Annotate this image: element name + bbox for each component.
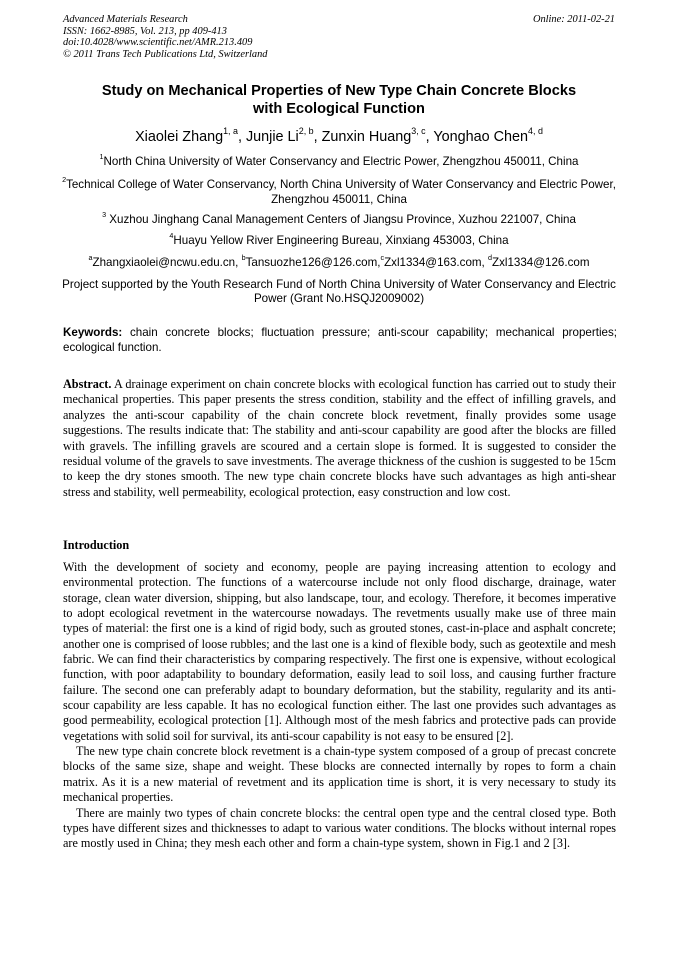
- journal-header: [63, 14, 615, 60]
- doi-line: doi:10.4028/www.scientific.net/AMR.213.409: [63, 37, 253, 49]
- paragraph: With the development of society and economy, people are paying increasing attention to ecology and environmental protection. The functions of a watercourse include not only flood discharge, drainage, water storage, clean water diversion, shipping, but also landscape, tour, and ecology. Therefore, it becomes imperative to adopt ecological revetment in the watercourse nowadays. The revetments usually make use of three main types of material: the first one is a kind of rigid body, such as grouted stones, cast-in-place and asphalt concrete; another one is comprised of loose rubbles; and the last one is a kind of flexible body, such as geotextile and mesh fabric. We can find their characteristics by comparing respectively. The first one is expensive, without ecological function, with poor adaptability to boundary deformation, easily lead to soil loss, and causing further fracture failure. The second one can preferably adapt to boundary deformation, but the stability, regularity and its anti-scour capability are less capable. It has no ecological function either. The last one provides such advantages as good permeability, ecological protection [1]. Although most of the mesh fabrics and protective pads can provide vegetations with solid soil for survival, its anti-scour capability is not easy to be ensured [2].: [63, 560, 616, 743]
- abstract-label: Abstract.: [63, 377, 112, 391]
- author-sup: 4, d: [528, 126, 543, 137]
- author-name: Junjie Li: [245, 129, 299, 145]
- affiliation-sup: 1: [99, 152, 104, 162]
- affiliation-sup: 2: [62, 175, 67, 185]
- project-support: Project supported by the Youth Research Fund of North China University of Water Conservancy and Electric Power (Grant No.HSQJ2009002): [62, 278, 616, 306]
- paragraph: The new type chain concrete block revetment is a chain-type system composed of a group of precast concrete blocks of the same size, shape and weight. These blocks are connected internally by ropes to form a chain matrix. As it is a new material of revetment and its application time is short, it is very necessary to study its mechanical properties.: [63, 744, 616, 805]
- author-sup: 1, a: [223, 126, 238, 137]
- author-sup: 2, b: [298, 126, 314, 137]
- affiliation-4: [40, 233, 638, 248]
- issn-line: ISSN: 1662-8985, Vol. 213, pp 409-413: [63, 25, 227, 37]
- email-sup: b: [241, 253, 246, 263]
- online-date: Online: 2011-02-21: [532, 14, 615, 25]
- abstract-text: A drainage experiment on chain concrete blocks with ecological function has carried out to study their mechanical properties. This paper presents the stress condition, stability and the effect of infilling gravels, and analyzes the anti-scour capability of the chain concrete block revetment, finally provides some usage suggestions. The results indicate that: The stability and anti-scour capability are good after the blocks are filled with gravels. The infilling gravels are scoured and a certain slope is formed. It is suggested to consider the residual volume of the gravels to save investments. The average thickness of the cushion is suggested to be 15cm to keep the dry stones smooth. The new type chain concrete blocks have such advantages as high anti-shear stress and stability, well permeability, ecological protection, easy construction and low cost.: [63, 377, 616, 499]
- affiliation-sup: 4: [169, 231, 174, 241]
- copyright-line: © 2011 Trans Tech Publications Ltd, Switzerland: [63, 48, 268, 60]
- author: [245, 126, 322, 145]
- paragraph: There are mainly two types of chain concrete blocks: the central open type and the central closed type. Both types have different sizes and thicknesses to adapt to various water conditions. The blocks without internal ropes are mostly used in China; they mesh each other and form a chain-type system, shown in Fig.1 and 2 [3].: [63, 805, 616, 851]
- abstract: [63, 377, 616, 500]
- keywords: [63, 326, 617, 356]
- introduction-body: [63, 560, 616, 852]
- affiliation-text: North China University of Water Conservancy and Electric Power, Zhengzhou 450011, China: [103, 155, 579, 168]
- introduction-heading: Introduction: [63, 538, 130, 552]
- author: [321, 126, 434, 145]
- email-text: Tansuozhe126@126.com,: [245, 256, 381, 269]
- author: [135, 126, 246, 145]
- affiliation-2: [40, 177, 638, 208]
- author-list: [30, 128, 648, 146]
- email-sup: d: [488, 253, 492, 263]
- title-line-1: Study on Mechanical Properties of New Type Chain Concrete Blocks: [101, 83, 577, 99]
- affiliation-text: Technical College of Water Conservancy, North China University of Water Conservancy and Electric Power, Zhengzhou 450011, China: [66, 178, 616, 207]
- paper-title: [40, 82, 638, 118]
- author: [433, 126, 543, 145]
- email-line: [30, 255, 648, 270]
- author-sep: ,: [425, 129, 434, 145]
- author-name: Yonghao Chen: [433, 129, 529, 145]
- email-sup: c: [380, 253, 385, 263]
- author-sep: ,: [313, 129, 322, 145]
- email-sup: a: [88, 253, 93, 263]
- journal-name: Advanced Materials Research: [63, 14, 188, 25]
- email-text: Zhangxiaolei@ncwu.edu.cn,: [92, 256, 242, 269]
- title-line-2: with Ecological Function: [253, 101, 425, 117]
- affiliation-3: [40, 212, 638, 227]
- author-name: Zunxin Huang: [321, 129, 412, 145]
- email-text: Zxl1334@126.com: [492, 256, 590, 269]
- affiliation-1: [40, 154, 638, 169]
- affiliation-text: Huayu Yellow River Engineering Bureau, Xinxiang 453003, China: [173, 234, 509, 247]
- affiliation-sup: 3: [102, 210, 107, 220]
- keywords-text: chain concrete blocks; fluctuation pressure; anti-scour capability; mechanical properties; ecological function.: [63, 326, 617, 354]
- keywords-label: Keywords:: [63, 326, 123, 339]
- email-text: Zxl1334@163.com,: [384, 256, 488, 269]
- author-sup: 3, c: [411, 126, 426, 137]
- affiliation-text: Xuzhou Jinghang Canal Management Centers of Jiangsu Province, Xuzhou 221007, China: [106, 213, 576, 226]
- author-name: Xiaolei Zhang: [135, 129, 224, 145]
- author-sep: ,: [237, 129, 246, 145]
